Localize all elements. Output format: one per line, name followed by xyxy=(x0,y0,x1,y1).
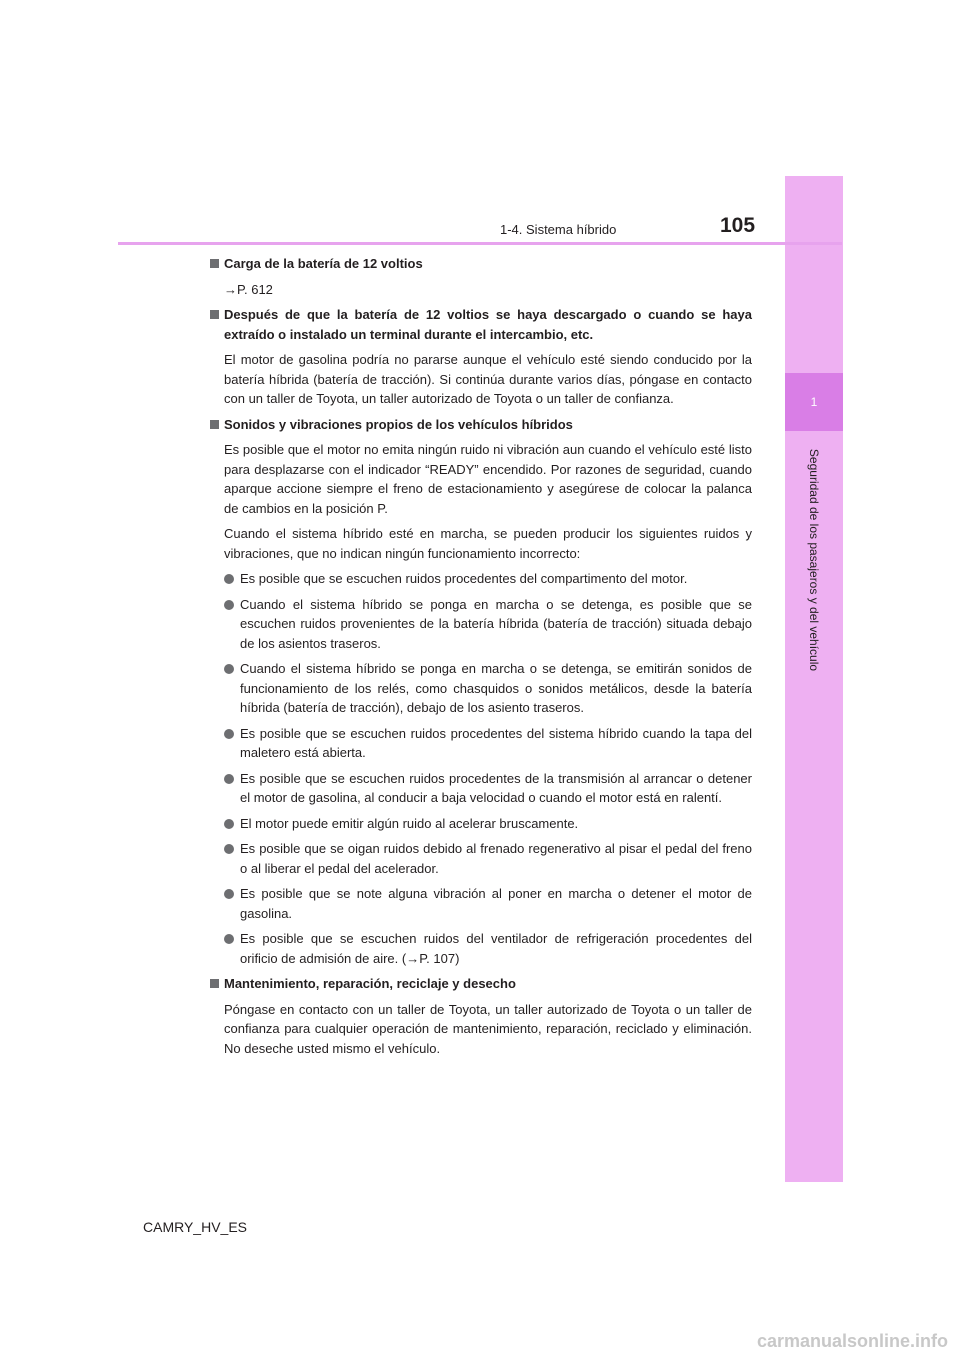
heading-text: Después de que la batería de 12 voltios se haya descargado o cuando se haya extraído o instalado un terminal durante el intercambio, etc. xyxy=(224,307,752,342)
list-item-text: Es posible que se note alguna vibración al poner en marcha o detener el motor de gasolina. xyxy=(240,886,752,921)
circle-bullet-icon xyxy=(224,844,234,854)
circle-bullet-icon xyxy=(224,574,234,584)
page-number: 105 xyxy=(720,214,756,237)
list-item-text: Es posible que se oigan ruidos debido al frenado regenerativo al pisar el pedal del freno o al liberar el pedal del acelerador. xyxy=(240,841,752,876)
paragraph: El motor de gasolina podría no pararse aunque el vehículo esté siendo conducido por la batería híbrida (batería de tracción). Si continúa durante varios días, póngase en contacto con un taller de Toyota, un taller autorizado de Toyota o un taller de confianza. xyxy=(224,352,752,406)
list-item xyxy=(210,814,752,834)
section-title: 1-4. Sistema híbrido xyxy=(500,222,617,237)
section-heading xyxy=(210,415,752,435)
section-heading xyxy=(210,254,752,274)
page-reference: →P. 612 xyxy=(224,281,273,297)
circle-bullet-icon xyxy=(224,934,234,944)
list-item-text: Es posible que se escuchen ruidos procedentes del compartimento del motor. xyxy=(240,571,688,586)
list-item-text: Es posible que se escuchen ruidos procedentes de la transmisión al arrancar o detener el motor de gasolina, al conducir a baja velocidad o cuando el motor está en ralentí. xyxy=(240,770,752,805)
page-content xyxy=(210,254,752,1064)
list-item xyxy=(210,659,752,718)
square-bullet-icon xyxy=(210,420,219,429)
circle-bullet-icon xyxy=(224,889,234,899)
circle-bullet-icon xyxy=(224,774,234,784)
chapter-title: Seguridad de los pasajeros y del vehículo xyxy=(807,448,821,672)
header-rule xyxy=(118,242,842,245)
list-item xyxy=(210,769,752,808)
chapter-number: 1 xyxy=(785,373,843,431)
paragraph: Cuando el sistema híbrido esté en marcha, se pueden producir los siguientes ruidos y vibraciones, que no indican ningún funcionamiento incorrecto: xyxy=(224,526,752,561)
list-item xyxy=(210,595,752,654)
square-bullet-icon xyxy=(210,979,219,988)
square-bullet-icon xyxy=(210,259,219,268)
list-item xyxy=(210,724,752,763)
watermark: carmanualsonline.info xyxy=(756,1331,948,1351)
list-item-text: El motor puede emitir algún ruido al acelerar bruscamente. xyxy=(240,815,579,831)
heading-text: Sonidos y vibraciones propios de los vehículos híbridos xyxy=(224,416,573,432)
list-item xyxy=(210,884,752,923)
section-heading xyxy=(210,305,752,344)
circle-bullet-icon xyxy=(224,600,234,610)
circle-bullet-icon xyxy=(224,729,234,739)
circle-bullet-icon xyxy=(224,664,234,674)
circle-bullet-icon xyxy=(224,819,234,829)
section-heading xyxy=(210,974,752,994)
list-item xyxy=(210,569,752,589)
heading-text: Mantenimiento, reparación, reciclaje y desecho xyxy=(224,976,516,991)
paragraph: Póngase en contacto con un taller de Toyota, un taller autorizado de Toyota o un taller de confianza para cualquier operación de mantenimiento, reparación, reciclado y eliminación. No deseche usted mismo el vehículo. xyxy=(224,1001,752,1056)
chapter-side-tab xyxy=(785,176,843,1182)
list-item-text: Cuando el sistema híbrido se ponga en marcha o se detenga, se emitirán sonidos de funcionamiento de los relés, como chasquidos o sonidos metálicos, desde la batería híbrida (batería de tracción), debajo de los asiento traseros. xyxy=(240,661,752,715)
list-item-text: Es posible que se escuchen ruidos procedentes del sistema híbrido cuando la tapa del maletero está abierta. xyxy=(240,725,752,760)
heading-text: Carga de la batería de 12 voltios xyxy=(224,256,423,271)
model-code: CAMRY_HV_ES xyxy=(143,1219,248,1235)
square-bullet-icon xyxy=(210,310,219,319)
paragraph: Es posible que el motor no emita ningún ruido ni vibración aun cuando el vehículo esté listo para desplazarse con el indicador “READY” encendido. Por razones de seguridad, cuando aparque accione siempre el freno de estacionamiento y asegúrese de colocar la palanca de cambios en la posición P. xyxy=(224,442,752,516)
list-item-text: Cuando el sistema híbrido se ponga en marcha o se detenga, es posible que se escuchen ruidos provenientes de la batería híbrida (batería de tracción) situada debajo de los asientos traseros. xyxy=(240,596,752,651)
list-item-text: Es posible que se escuchen ruidos del ventilador de refrigeración procedentes del orificio de admisión de aire. (→P. 107) xyxy=(240,931,752,966)
list-item xyxy=(210,839,752,878)
list-item xyxy=(210,929,752,968)
